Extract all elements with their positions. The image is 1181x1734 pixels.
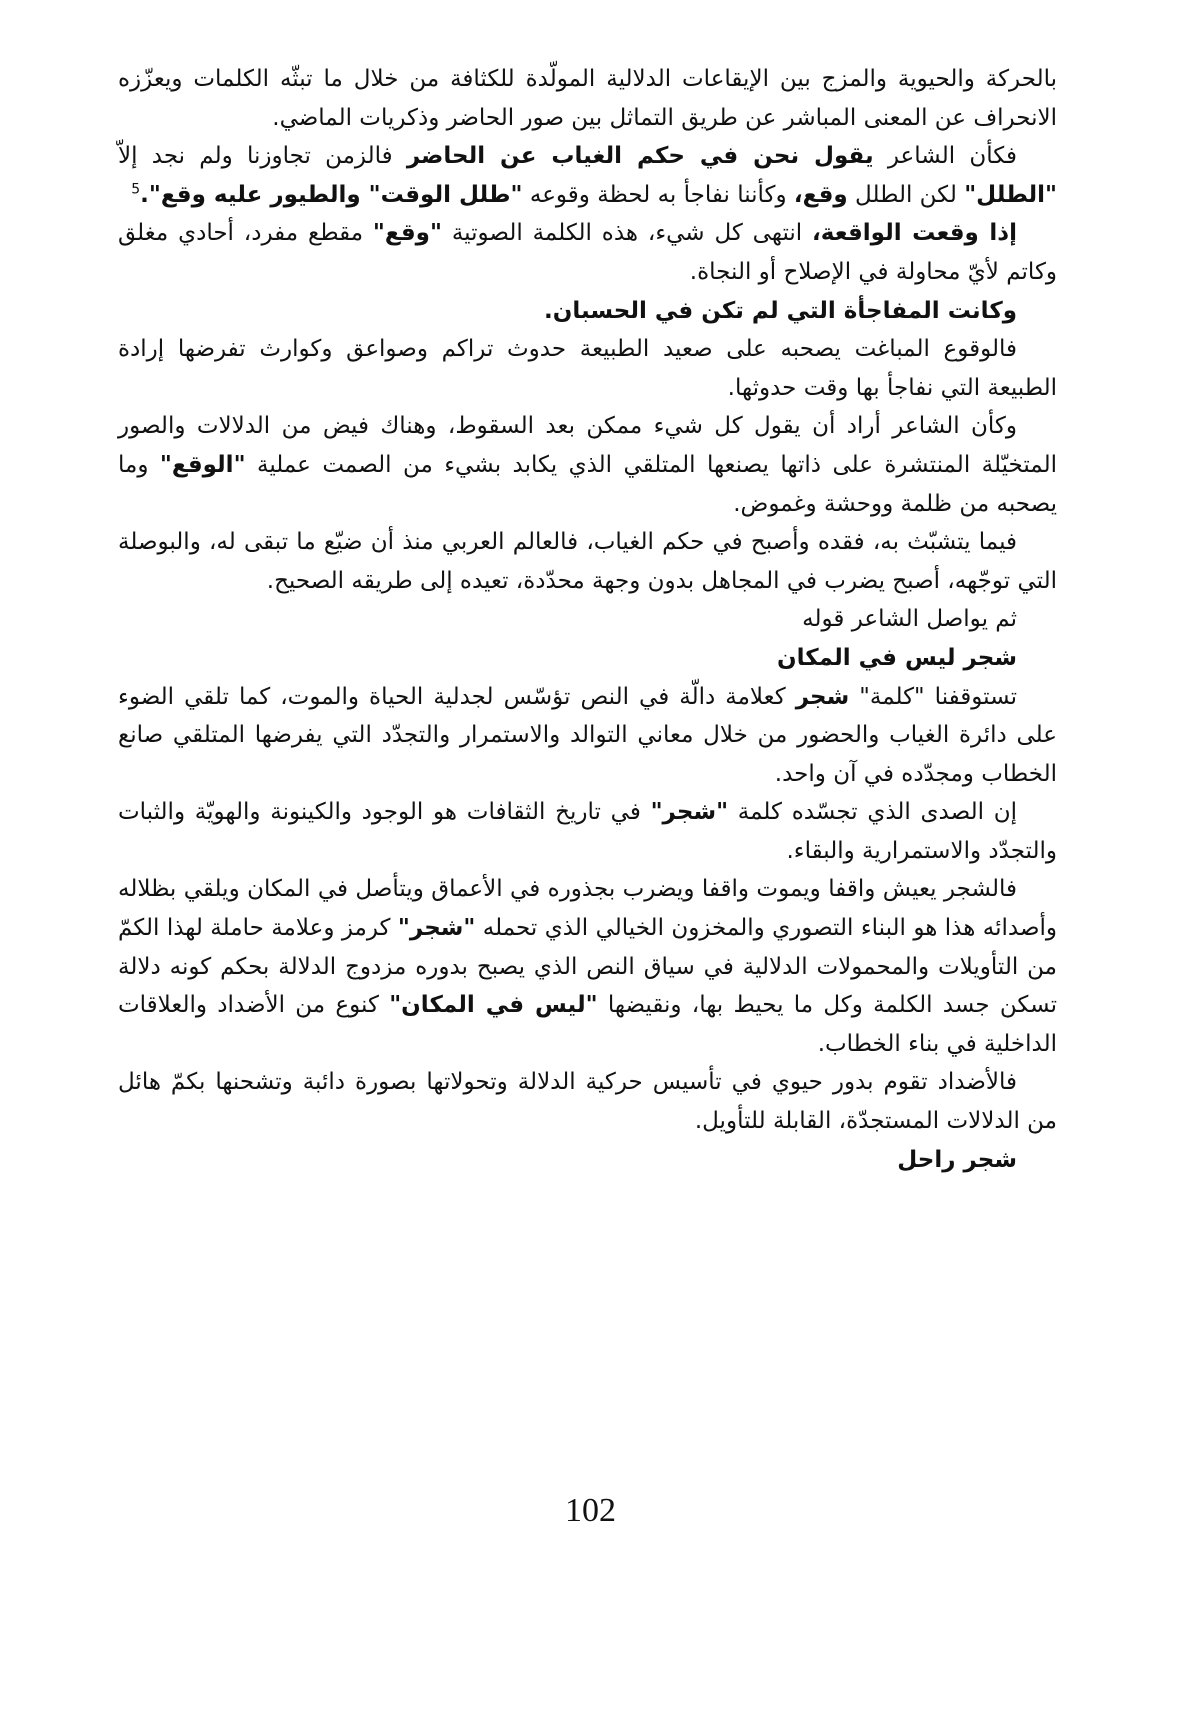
text-segment: ثم يواصل الشاعر قوله: [802, 606, 1017, 633]
text-segment: كنوع من الأضداد والعلاقات الداخلية في بناء الخطاب.: [118, 992, 1057, 1057]
text-segment: بالحركة والحيوية والمزج بين الإيقاعات الدلالية المولّدة للكثافة من خلال ما تبثّه الكلمات ويعزّزه الانحراف عن المعنى المباشر عن طريق التماثل بين صور الحاضر وذكريات الماضي.: [118, 66, 1057, 131]
text-segment: انتهى كل شيء، هذه الكلمة الصوتية: [441, 220, 813, 247]
bold-text-segment: وكانت المفاجأة التي لم تكن في الحسبان.: [543, 297, 1017, 324]
text-segment: فالزمن تجاوزنا ولم نجد إلاّ: [118, 143, 407, 170]
paragraph: [118, 137, 1057, 214]
paragraph: [118, 60, 1057, 137]
text-segment: لكن الطلل: [847, 181, 965, 208]
bold-text-segment: وقع،: [793, 181, 848, 208]
text-segment: فالوقوع المباغت يصحبه على صعيد الطبيعة حدوث تراكم وصواعق وكوارث تفرضها إرادة الطبيعة التي نفاجأ بها وقت حدوثها.: [118, 336, 1057, 401]
text-segment: وكأننا نفاجأ به لحظة وقوعه: [522, 181, 794, 208]
paragraph: [118, 870, 1057, 1063]
paragraph: [118, 678, 1057, 794]
bold-text-segment: يقول نحن في حكم الغياب عن الحاضر: [406, 143, 874, 170]
text-segment: وما يصحبه من ظلمة ووحشة وغموض.: [118, 451, 1057, 517]
bold-text-segment: إذا وقعت الواقعة،: [812, 220, 1017, 247]
text-segment: في تاريخ الثقافات هو الوجود والكينونة والهويّة والثبات والتجدّد والاستمرارية والبقاء.: [118, 799, 1057, 864]
paragraph: [118, 523, 1057, 600]
text-segment: فكأن الشاعر: [873, 143, 1018, 170]
footnote-reference: 5: [131, 181, 141, 198]
bold-text-segment: شجر راحل: [897, 1146, 1017, 1173]
text-segment: إن الصدى الذي تجسّده كلمة: [728, 799, 1017, 826]
text-segment: وكأن الشاعر أراد أن يقول كل شيء ممكن بعد السقوط، وهناك فيض من الدلالات والصور المتخيّلة المنتشرة على ذاتها يصنعها المتلقي الذي يكابد بشيء من الصمت عملية: [118, 413, 1058, 478]
text-segment: فيما يتشبّث به، فقده وأصبح في حكم الغياب، فالعالم العربي منذ أن ضيّع ما تبقى له، والبوصلة التي توجّهه، أصبح يضرب في المجاهل بدون وجهة محدّدة، تعيده إلى طريقه الصحيح.: [118, 529, 1057, 594]
text-segment: كعلامة دالّة في النص تؤسّس لجدلية الحياة والموت، كما تلقي الضوء على دائرة الغياب والحضور من خلال معاني التوالد والاستمرار والتجدّد التي يفرضها المتلقي صانع الخطاب ومجدّده في آن واحد.: [118, 683, 1057, 787]
text-segment: فالأضداد تقوم بدور حيوي في تأسيس حركية الدلالة وتحولاتها بصورة دائبة وتشحنها بكمّ هائل من الدلالات المستجدّة، القابلة للتأويل.: [118, 1069, 1057, 1135]
paragraph: [118, 793, 1057, 870]
bold-text-segment: "ليس في المكان": [389, 992, 598, 1019]
text-segment: تستوقفنا "كلمة": [849, 683, 1018, 710]
bold-text-segment: "شجر": [650, 799, 729, 826]
text-segment: مقطع مفرد، أحادي مغلق وكاتم لأيّ محاولة في الإصلاح أو النجاة.: [118, 220, 1057, 285]
bold-text-segment: "الوقع": [159, 451, 246, 478]
page-body: [118, 60, 1057, 1620]
bold-text-segment: شجر ليس في المكان: [777, 644, 1017, 671]
paragraph: [118, 1141, 1057, 1180]
paragraph: [118, 407, 1057, 523]
paragraph: [118, 214, 1057, 291]
text-segment: كرمز وعلامة حاملة لهذا الكمّ من التأويلات والمحمولات الدلالية في سياق النص الذي يصبح بدوره مزدوج الدلالة بحكم كونه دلالة تسكن جسد الكلمة وكل ما يحيط بها، ونقيضها: [118, 915, 1057, 1019]
bold-text-segment: "طلل الوقت" والطيور عليه وقع".: [140, 181, 523, 208]
paragraph: [118, 639, 1057, 678]
paragraph: [118, 330, 1057, 407]
bold-text-segment: شجر: [795, 683, 850, 710]
paragraph: [118, 292, 1057, 331]
text-flow: [118, 60, 1057, 1179]
page-number: 102: [565, 1492, 616, 1529]
bold-text-segment: "شجر": [397, 915, 476, 942]
bold-text-segment: "الطلل": [964, 181, 1057, 208]
text-segment: فالشجر يعيش واقفا ويموت واقفا ويضرب بجذوره في الأعماق ويتأصل في المكان ويلقي بظلاله وأصدائه هذا هو البناء التصوري والمخزون الخيالي الذي تحمله: [118, 876, 1057, 942]
paragraph: [118, 600, 1057, 639]
paragraph: [118, 1063, 1057, 1140]
bold-text-segment: "وقع": [372, 220, 442, 247]
